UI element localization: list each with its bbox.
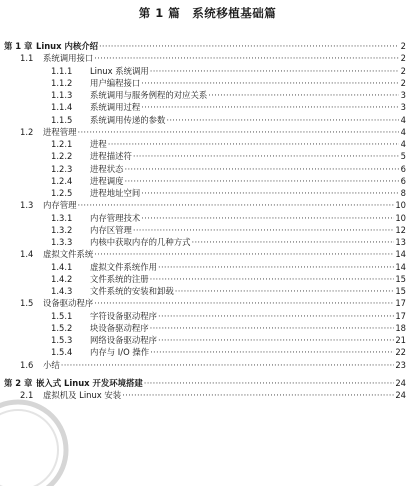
toc-entry-title: 系统调用过程 xyxy=(90,102,141,113)
dot-leader xyxy=(78,126,400,138)
toc-subsection-row xyxy=(0,310,415,322)
toc-entry-title: 文件系统的注册 xyxy=(90,273,149,284)
toc-entry-number: 1.5.2 xyxy=(51,322,73,333)
dot-leader xyxy=(150,322,395,334)
page-title: 第 1 篇 系统移植基础篇 xyxy=(138,6,277,20)
toc-entry-number: 1.1.4 xyxy=(51,102,73,113)
dot-leader xyxy=(150,273,395,285)
dot-leader xyxy=(166,114,399,126)
toc-section-row xyxy=(0,389,415,401)
toc-page-number: 24 xyxy=(395,377,406,388)
toc-page-number: 5 xyxy=(400,151,406,162)
toc-subsection-row xyxy=(0,334,415,346)
toc-subsection-row xyxy=(0,322,415,334)
toc-entry-title: 进程地址空间 xyxy=(90,188,141,198)
toc-entry-title: 虚拟机及 Linux 安装 xyxy=(43,390,122,400)
toc-section-row xyxy=(0,359,415,371)
toc-entry-title: Linux 系统调用 xyxy=(90,65,149,76)
dot-leader xyxy=(122,389,394,401)
dot-leader xyxy=(108,138,399,150)
toc-subsection-row xyxy=(0,273,415,285)
toc-entry-title: 嵌入式 Linux 开发环境搭建 xyxy=(36,377,143,388)
toc-entry-number: 1.5 xyxy=(20,298,34,309)
toc-subsection-row xyxy=(0,187,415,199)
toc-entry-title: 网络设备驱动程序 xyxy=(90,335,157,345)
toc-page-number: 10 xyxy=(395,200,406,211)
dot-leader xyxy=(141,187,399,199)
toc-entry-title: 进程 xyxy=(90,139,107,149)
toc-page-number: 2 xyxy=(400,77,406,88)
toc-entry-title: 字符设备驱动程序 xyxy=(90,310,157,321)
toc-entry-number: 第 1 章 xyxy=(4,41,33,51)
toc-entry-title: 内存区管理 xyxy=(90,224,132,235)
toc-page-number: 12 xyxy=(395,224,406,235)
dot-leader xyxy=(208,89,399,101)
toc-entry-number: 1.3.3 xyxy=(51,237,73,247)
dot-leader xyxy=(133,224,394,236)
toc-entry-number: 1.1.1 xyxy=(51,65,73,76)
dot-leader xyxy=(150,65,399,77)
toc-page-number: 17 xyxy=(395,298,406,309)
toc-page-number: 6 xyxy=(400,175,406,186)
toc-page-number: 3 xyxy=(400,90,406,100)
toc-entry-title: 虚拟文件系统 xyxy=(43,249,94,260)
dot-leader xyxy=(78,199,395,211)
toc-section-row xyxy=(0,52,415,64)
toc-entry-number: 1.1.2 xyxy=(51,77,73,88)
toc-page-number: 14 xyxy=(395,249,406,260)
toc-page-number: 2 xyxy=(400,53,406,64)
dot-leader xyxy=(141,77,399,89)
toc-entry-title: 系统调用接口 xyxy=(43,53,94,64)
toc-entry-title: 内存与 I/O 操作 xyxy=(90,347,150,358)
toc-page-number: 15 xyxy=(395,273,406,284)
toc-entry-number: 1.1 xyxy=(20,53,34,64)
toc-section-row xyxy=(0,297,415,309)
toc-entry-number: 1.4 xyxy=(20,249,34,260)
dot-leader xyxy=(141,101,399,113)
toc-entry-number: 1.2.5 xyxy=(51,188,73,198)
toc-page-number: 10 xyxy=(395,212,406,223)
toc-entry-number: 1.4.3 xyxy=(51,286,73,296)
toc-entry-number: 1.2.4 xyxy=(51,175,73,186)
toc-entry-number: 1.5.1 xyxy=(51,310,73,321)
toc-entry-title: 小结 xyxy=(43,359,60,370)
toc-subsection-row xyxy=(0,236,415,248)
dot-leader xyxy=(99,40,399,52)
dot-leader xyxy=(61,359,395,371)
dot-leader xyxy=(125,163,400,175)
toc-entry-number: 1.4.2 xyxy=(51,273,73,284)
toc-entry-number: 1.4.1 xyxy=(51,261,73,272)
dot-leader xyxy=(158,261,394,273)
toc-entry-number: 1.3.1 xyxy=(51,212,73,223)
toc-entry-number: 1.5.4 xyxy=(51,347,73,358)
toc-page-number: 18 xyxy=(395,322,406,333)
toc-chapter-row xyxy=(0,377,415,389)
toc-subsection-row xyxy=(0,224,415,236)
toc-entry-title: 进程描述符 xyxy=(90,151,132,162)
dot-leader xyxy=(175,285,395,297)
dot-leader xyxy=(150,346,394,358)
toc-entry-number: 1.1.5 xyxy=(51,114,73,125)
toc-page-number: 23 xyxy=(395,359,406,370)
dot-leader xyxy=(141,212,394,224)
toc-subsection-row xyxy=(0,114,415,126)
toc-entry-number: 第 2 章 xyxy=(4,377,33,388)
dot-leader xyxy=(158,310,394,322)
toc-page-number: 21 xyxy=(395,335,406,345)
toc-entry-title: 设备驱动程序 xyxy=(43,298,94,309)
toc-page-number: 4 xyxy=(400,126,406,137)
toc-page-number: 6 xyxy=(400,163,406,174)
toc-subsection-row xyxy=(0,163,415,175)
toc-entry-number: 1.3 xyxy=(20,200,34,211)
toc-entry-title: 内存管理技术 xyxy=(90,212,141,223)
toc-subsection-row xyxy=(0,285,415,297)
dot-leader xyxy=(94,248,394,260)
toc-page-number: 13 xyxy=(395,237,406,247)
toc-entry-title: 用户编程接口 xyxy=(90,77,141,88)
dot-leader xyxy=(192,236,395,248)
toc-section-row xyxy=(0,199,415,211)
toc-entry-title: 虚拟文件系统作用 xyxy=(90,261,157,272)
toc-subsection-row xyxy=(0,175,415,187)
dot-leader xyxy=(125,175,400,187)
toc-entry-number: 1.6 xyxy=(20,359,34,370)
toc-page-number: 2 xyxy=(400,41,406,51)
toc-entry-title: 块设备驱动程序 xyxy=(90,322,149,333)
toc-page-number: 3 xyxy=(400,102,406,113)
toc-entry-number: 1.5.3 xyxy=(51,335,73,345)
dot-leader xyxy=(94,297,394,309)
toc-subsection-row xyxy=(0,261,415,273)
toc-entry-number: 2.1 xyxy=(20,390,34,400)
toc-entry-title: 系统调用传递的参数 xyxy=(90,114,166,125)
toc-chapter-row xyxy=(0,40,415,52)
toc-subsection-row xyxy=(0,150,415,162)
toc-page-number: 4 xyxy=(400,139,406,149)
toc-page-number: 14 xyxy=(395,261,406,272)
toc-subsection-row xyxy=(0,77,415,89)
dot-leader xyxy=(133,150,399,162)
toc-subsection-row xyxy=(0,138,415,150)
toc-subsection-row xyxy=(0,212,415,224)
toc-entry-title: 系统调用与服务例程的对应关系 xyxy=(90,90,208,100)
toc-page-number: 22 xyxy=(395,347,406,358)
toc-subsection-row xyxy=(0,101,415,113)
toc-entry-title: 内核中获取内存的几种方式 xyxy=(90,237,191,247)
toc-entry-number: 1.2.1 xyxy=(51,139,73,149)
toc-page-number: 8 xyxy=(400,188,406,198)
toc-entry-title: Linux 内核介绍 xyxy=(36,41,98,51)
toc-page-number: 15 xyxy=(395,286,406,296)
toc-entry-number: 1.2.2 xyxy=(51,151,73,162)
toc-page-number: 2 xyxy=(400,65,406,76)
toc-entry-number: 1.1.3 xyxy=(51,90,73,100)
toc-subsection-row xyxy=(0,65,415,77)
toc-entry-number: 1.3.2 xyxy=(51,224,73,235)
toc-entry-title: 进程状态 xyxy=(90,163,124,174)
toc-page-number: 4 xyxy=(400,114,406,125)
toc-entry-title: 进程管理 xyxy=(43,126,77,137)
dot-leader xyxy=(144,377,395,389)
dot-leader xyxy=(94,52,399,64)
toc-subsection-row xyxy=(0,89,415,101)
dot-leader xyxy=(158,334,394,346)
toc-section-row xyxy=(0,126,415,138)
toc-page-number: 24 xyxy=(395,390,406,400)
table-of-contents xyxy=(0,40,415,401)
toc-entry-title: 文件系统的安装和卸载 xyxy=(90,286,174,296)
toc-entry-number: 1.2.3 xyxy=(51,163,73,174)
toc-subsection-row xyxy=(0,346,415,358)
toc-page-number: 17 xyxy=(395,310,406,321)
toc-section-row xyxy=(0,248,415,260)
toc-entry-number: 1.2 xyxy=(20,126,34,137)
toc-entry-title: 内存管理 xyxy=(43,200,77,211)
toc-entry-title: 进程调度 xyxy=(90,175,124,186)
